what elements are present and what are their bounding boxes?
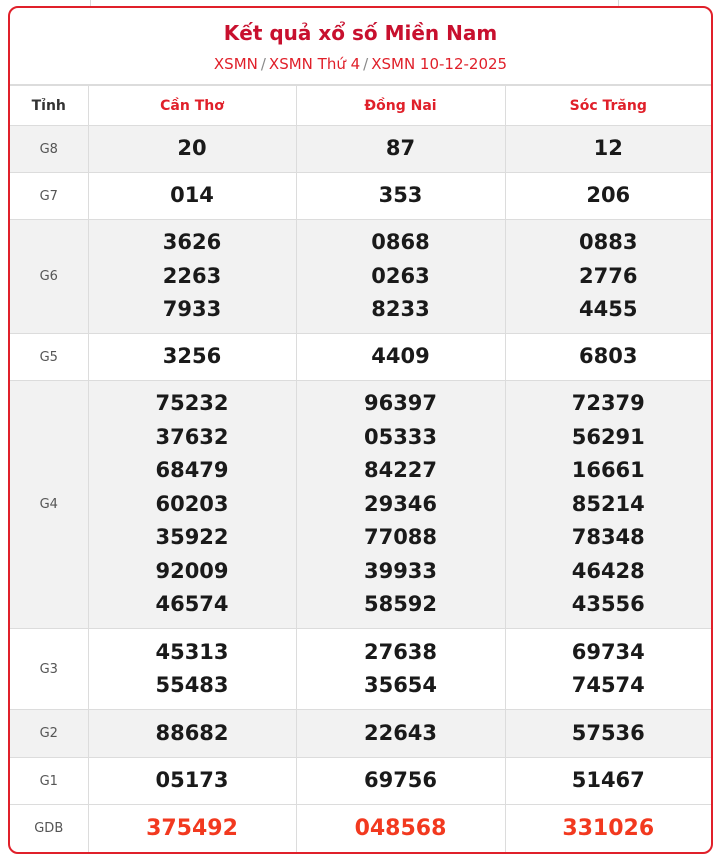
- prize-row-g1: [10, 758, 711, 805]
- prize-number: 45313: [155, 639, 229, 664]
- prize-number: 3626: [162, 230, 222, 255]
- prize-number: 56291: [571, 424, 645, 449]
- prize-cell: [296, 629, 505, 710]
- page-title: Kết quả xổ số Miền Nam: [223, 21, 498, 45]
- prize-number: 20: [177, 136, 207, 161]
- prize-label: GDB: [10, 805, 88, 853]
- prize-number: 7933: [162, 297, 222, 322]
- prize-number: 87: [385, 136, 416, 161]
- prize-number: 69734: [571, 639, 645, 664]
- prize-label: G4: [10, 381, 88, 629]
- prize-number: 92009: [155, 558, 229, 583]
- prize-cell: [88, 334, 296, 381]
- prize-number: 2776: [579, 263, 638, 288]
- prize-number: 0883: [579, 230, 638, 255]
- column-header-soc-trang[interactable]: Sóc Trăng: [505, 86, 711, 126]
- prize-number: 77088: [363, 525, 438, 550]
- prize-row-g7: [10, 173, 711, 220]
- prize-number: 05173: [155, 768, 229, 793]
- prize-cell: [505, 805, 711, 853]
- prize-number: 43556: [571, 592, 645, 617]
- prize-number: 4455: [579, 297, 638, 322]
- prize-number: 6803: [579, 344, 638, 369]
- prize-row-g8: [10, 126, 711, 173]
- special-prize-number: 375492: [146, 816, 238, 841]
- prize-number: 2263: [162, 263, 222, 288]
- prize-cell: [296, 126, 505, 173]
- prize-row-g6: [10, 220, 711, 334]
- prize-cell: [505, 126, 711, 173]
- prize-number: 22643: [363, 720, 438, 745]
- prize-cell: [505, 758, 711, 805]
- results-body: [10, 126, 711, 853]
- prize-number: 96397: [363, 391, 438, 416]
- prize-cell: [296, 220, 505, 334]
- prize-cell: [88, 629, 296, 710]
- prize-label: G2: [10, 710, 88, 758]
- prize-number: 57536: [571, 720, 645, 745]
- prize-number: 72379: [571, 391, 645, 416]
- prize-number: 69756: [363, 768, 438, 793]
- column-header-province: Tỉnh: [10, 86, 88, 126]
- prize-cell: [88, 173, 296, 220]
- table-header-row: [10, 86, 711, 126]
- breadcrumb-separator: /: [260, 55, 266, 73]
- prize-number: 16661: [571, 458, 645, 483]
- prize-label: G1: [10, 758, 88, 805]
- prize-number: 29346: [363, 491, 438, 516]
- prize-row-g5: [10, 334, 711, 381]
- prize-cell: [296, 381, 505, 629]
- prize-number: 75232: [155, 391, 229, 416]
- prize-number: 84227: [363, 458, 438, 483]
- prize-number: 206: [586, 183, 631, 208]
- prize-number: 3256: [162, 344, 222, 369]
- prize-label: G3: [10, 629, 88, 710]
- breadcrumb-link-xsmn[interactable]: XSMN: [213, 55, 258, 73]
- prize-cell: [505, 629, 711, 710]
- prize-label: G5: [10, 334, 88, 381]
- prize-number: 4409: [371, 344, 430, 369]
- prize-cell: [505, 710, 711, 758]
- prize-label: G8: [10, 126, 88, 173]
- prize-number: 58592: [363, 592, 438, 617]
- prize-number: 46574: [155, 592, 229, 617]
- breadcrumb-separator: /: [363, 55, 369, 73]
- prize-number: 05333: [363, 424, 438, 449]
- prize-number: 55483: [155, 673, 229, 697]
- prize-number: 88682: [155, 720, 229, 745]
- prize-number: 8233: [371, 297, 430, 322]
- prize-number: 35922: [155, 525, 229, 550]
- prize-row-gdb: [10, 805, 711, 853]
- prize-cell: [505, 334, 711, 381]
- prize-cell: [505, 173, 711, 220]
- prize-number: 27638: [363, 639, 438, 664]
- special-prize-number: 048568: [354, 816, 447, 841]
- prize-number: 0263: [371, 263, 430, 288]
- prize-number: 51467: [571, 768, 645, 793]
- prize-number: 46428: [571, 558, 645, 583]
- prize-number: 78348: [571, 525, 645, 550]
- prize-number: 12: [593, 136, 623, 161]
- breadcrumb-link-weekday[interactable]: XSMN Thứ 4: [268, 55, 361, 73]
- column-header-dong-nai[interactable]: Đồng Nai: [296, 86, 505, 126]
- prize-cell: [505, 220, 711, 334]
- prize-cell: [88, 758, 296, 805]
- prize-number: 39933: [363, 558, 438, 583]
- prize-cell: [88, 381, 296, 629]
- results-table: [10, 85, 711, 853]
- results-card: [8, 6, 713, 854]
- prize-cell: [296, 758, 505, 805]
- prize-row-g2: [10, 710, 711, 758]
- prize-cell: [296, 710, 505, 758]
- prize-row-g4: [10, 381, 711, 629]
- card-header: [10, 8, 711, 85]
- prize-cell: [296, 334, 505, 381]
- prize-number: 85214: [571, 491, 645, 516]
- prize-cell: [296, 173, 505, 220]
- prize-cell: [505, 381, 711, 629]
- prize-number: 353: [378, 183, 423, 208]
- prize-cell: [88, 126, 296, 173]
- prize-number: 74574: [571, 673, 645, 697]
- prize-label: G6: [10, 220, 88, 334]
- prize-number: 37632: [155, 424, 229, 449]
- prize-number: 60203: [155, 491, 229, 516]
- column-header-can-tho[interactable]: Cần Thơ: [88, 86, 296, 126]
- prize-cell: [88, 220, 296, 334]
- prize-row-g3: [10, 629, 711, 710]
- breadcrumb-link-date[interactable]: XSMN 10-12-2025: [371, 55, 508, 73]
- special-prize-number: 331026: [562, 816, 655, 841]
- prize-cell: [296, 805, 505, 853]
- prize-number: 0868: [371, 230, 430, 255]
- prize-cell: [88, 710, 296, 758]
- prize-cell: [88, 805, 296, 853]
- prize-number: 68479: [155, 458, 229, 483]
- prize-number: 35654: [363, 673, 438, 697]
- prize-label: G7: [10, 173, 88, 220]
- breadcrumb: [10, 54, 711, 74]
- prize-number: 014: [170, 183, 214, 208]
